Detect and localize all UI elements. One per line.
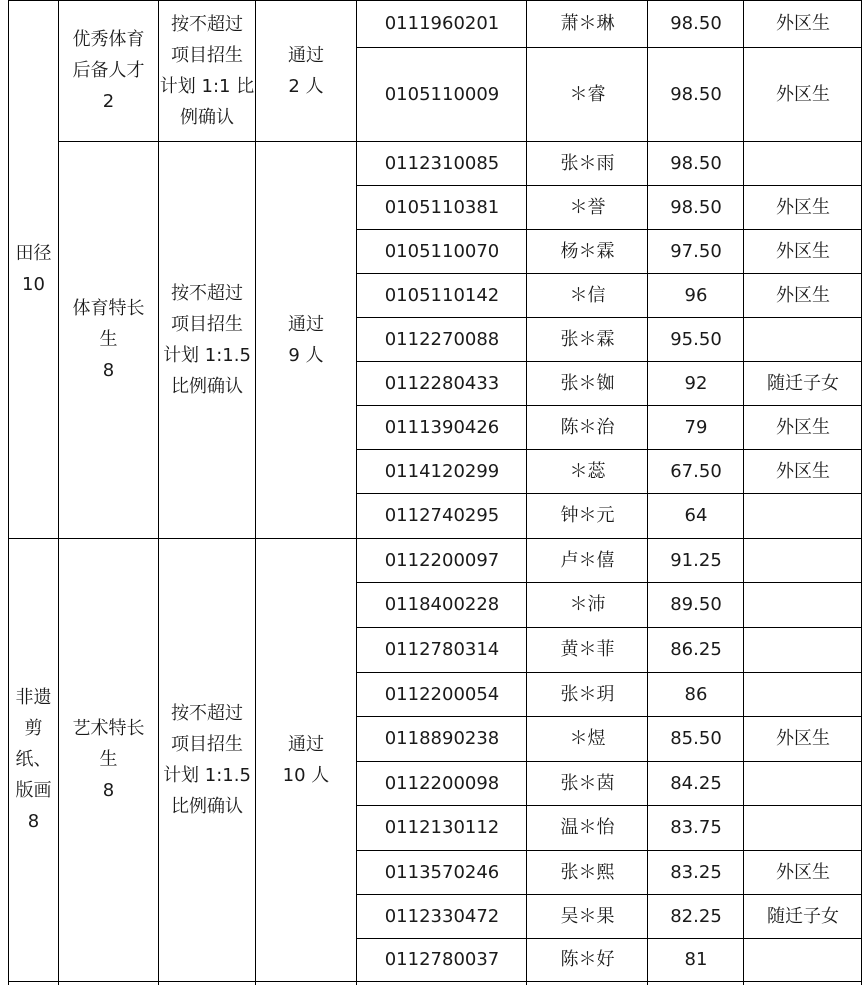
student-id-cell (357, 627, 527, 672)
student-id-cell (357, 229, 527, 273)
student-note-cell (744, 273, 862, 317)
student-id-cell (357, 449, 527, 493)
category-cell (59, 141, 158, 538)
student-score-cell (648, 185, 744, 229)
student-id: 0112740295 (384, 505, 500, 526)
student-name-cell (527, 141, 648, 185)
student-score-cell (648, 850, 744, 894)
student-name-cell (527, 761, 648, 805)
student-score-cell (648, 938, 744, 981)
student-note: 外区生 (776, 861, 830, 883)
student-id: 0112200098 (384, 772, 500, 794)
student-score-cell (648, 317, 744, 361)
student-name: ＊煜 (569, 728, 606, 749)
category-cell (59, 0, 158, 141)
student-name: 张＊雨 (560, 152, 615, 174)
student-note-cell (744, 805, 862, 850)
student-note-cell (744, 582, 862, 627)
student-score: 91.25 (670, 549, 722, 571)
student-note-cell (744, 361, 862, 405)
student-name-cell (527, 229, 648, 273)
student-id: 0114120299 (384, 460, 500, 482)
student-note: 外区生 (776, 284, 830, 306)
student-note-cell (744, 229, 862, 273)
student-score: 96 (684, 284, 708, 306)
student-note-cell (744, 405, 862, 449)
rule-cell (159, 141, 255, 538)
student-id-cell (357, 361, 527, 405)
student-score: 98.50 (670, 13, 722, 34)
student-id: 0105110381 (384, 196, 500, 218)
student-score: 79 (684, 416, 708, 438)
student-id-cell (357, 805, 527, 850)
student-name: ＊誉 (569, 196, 606, 218)
student-score-cell (648, 229, 744, 273)
sport-label: 非遗 剪 纸、 版画 8 (15, 687, 52, 832)
student-id: 0112280433 (384, 372, 500, 394)
rule-text: 按不超过 项目招生 计划 1:1 比 例确认 (159, 13, 255, 128)
rule-text: 按不超过 项目招生 计划 1:1.5 比例确认 (163, 282, 251, 397)
student-score-cell (648, 405, 744, 449)
student-score-cell (648, 449, 744, 493)
student-id: 0112310085 (384, 152, 500, 174)
student-name: ＊信 (569, 284, 606, 306)
student-id: 0112270088 (384, 328, 500, 350)
student-score-cell (648, 273, 744, 317)
student-id: 0105110070 (384, 240, 500, 262)
pass-count: 通过 2 人 (288, 44, 324, 97)
student-score-cell (648, 672, 744, 716)
student-score-cell (648, 47, 744, 141)
student-name-cell (527, 938, 648, 981)
student-score: 83.25 (670, 861, 722, 883)
category-cell (59, 538, 158, 981)
student-score: 92 (684, 372, 708, 394)
pass-count: 通过 10 人 (282, 733, 330, 786)
student-id: 0112200054 (384, 683, 500, 705)
student-score: 98.50 (670, 83, 722, 105)
student-name: 陈＊好 (560, 949, 615, 970)
student-id-cell (357, 317, 527, 361)
student-name: 杨＊霖 (560, 240, 615, 262)
student-note-cell (744, 538, 862, 582)
student-score-cell (648, 761, 744, 805)
pass-cell (256, 538, 356, 981)
student-id-cell (357, 141, 527, 185)
student-note-cell (744, 449, 862, 493)
student-score-cell (648, 361, 744, 405)
student-name: 张＊玥 (560, 683, 615, 705)
student-score-cell (648, 627, 744, 672)
student-score: 97.50 (670, 240, 722, 262)
student-note-cell (744, 47, 862, 141)
student-score-cell (648, 141, 744, 185)
student-name: 张＊熙 (560, 861, 615, 883)
student-id: 0112330472 (384, 905, 500, 927)
student-note: 外区生 (776, 460, 830, 482)
student-score-cell (648, 0, 744, 47)
student-note: 外区生 (776, 196, 830, 218)
student-id: 0105110142 (384, 284, 500, 306)
student-id-cell (357, 538, 527, 582)
student-name-cell (527, 449, 648, 493)
student-score: 81 (684, 949, 708, 970)
student-note: 外区生 (776, 83, 830, 105)
student-note: 外区生 (776, 416, 830, 438)
student-name-cell (527, 0, 648, 47)
student-name-cell (527, 493, 648, 538)
student-score: 67.50 (670, 460, 722, 482)
student-score: 84.25 (670, 772, 722, 794)
student-id: 0111390426 (384, 416, 500, 438)
student-name: ＊睿 (569, 83, 606, 105)
student-note-cell (744, 716, 862, 761)
student-id-cell (357, 894, 527, 938)
student-name-cell (527, 273, 648, 317)
student-name: 吴＊果 (560, 905, 615, 927)
student-id-cell (357, 185, 527, 229)
student-note-cell (744, 850, 862, 894)
student-id: 0112130112 (384, 817, 500, 838)
student-score: 86.25 (670, 639, 722, 660)
student-id-cell (357, 761, 527, 805)
student-score: 64 (684, 505, 708, 526)
student-note: 外区生 (776, 13, 830, 34)
student-name-cell (527, 627, 648, 672)
student-score-cell (648, 716, 744, 761)
pass-count: 通过 9 人 (288, 313, 324, 366)
student-name: 张＊铷 (560, 372, 615, 394)
student-note: 外区生 (776, 240, 830, 262)
student-score: 98.50 (670, 152, 722, 174)
student-name: 钟＊元 (560, 505, 615, 526)
student-note-cell (744, 185, 862, 229)
student-name-cell (527, 672, 648, 716)
student-score: 98.50 (670, 196, 722, 218)
student-name: 陈＊治 (560, 416, 615, 438)
student-id-cell (357, 582, 527, 627)
sport-label: 田径 10 (15, 243, 52, 295)
student-note-cell (744, 317, 862, 361)
student-name: 卢＊僖 (560, 549, 615, 571)
student-name-cell (527, 185, 648, 229)
student-id: 0118890238 (384, 728, 500, 749)
student-score: 89.50 (670, 594, 722, 615)
student-name-cell (527, 716, 648, 761)
student-name: 温＊怡 (560, 817, 615, 838)
student-name: 黄＊菲 (560, 639, 615, 660)
student-id: 0118400228 (384, 594, 500, 615)
student-name: 张＊霖 (560, 328, 615, 350)
student-id: 0111960201 (384, 13, 500, 34)
student-score-cell (648, 582, 744, 627)
student-note-cell (744, 761, 862, 805)
sport-cell (9, 538, 58, 981)
student-name-cell (527, 850, 648, 894)
student-id-cell (357, 47, 527, 141)
student-name: ＊沛 (569, 594, 606, 615)
student-id-cell (357, 672, 527, 716)
student-name-cell (527, 538, 648, 582)
student-id-cell (357, 716, 527, 761)
student-name: ＊蕊 (569, 460, 606, 482)
student-id: 0112780037 (384, 949, 500, 970)
student-note: 随迁子女 (767, 905, 839, 927)
student-note-cell (744, 141, 862, 185)
student-note-cell (744, 0, 862, 47)
student-id: 0112200097 (384, 549, 500, 571)
student-name-cell (527, 894, 648, 938)
student-score: 82.25 (670, 905, 722, 927)
student-score: 83.75 (670, 817, 722, 838)
category-label: 优秀体育 后备人才 2 (72, 29, 145, 112)
student-name-cell (527, 805, 648, 850)
pass-cell (256, 141, 356, 538)
category-label: 体育特长 生 8 (72, 298, 145, 381)
student-note-cell (744, 894, 862, 938)
student-id-cell (357, 493, 527, 538)
table-border (8, 981, 862, 982)
student-id-cell (357, 273, 527, 317)
student-score-cell (648, 538, 744, 582)
student-score-cell (648, 805, 744, 850)
student-id: 0113570246 (384, 861, 500, 883)
student-note-cell (744, 493, 862, 538)
student-name-cell (527, 317, 648, 361)
sport-cell (9, 0, 58, 538)
student-name-cell (527, 361, 648, 405)
rule-text: 按不超过 项目招生 计划 1:1.5 比例确认 (163, 702, 251, 817)
student-score: 86 (684, 683, 708, 705)
student-id-cell (357, 0, 527, 47)
student-score-cell (648, 493, 744, 538)
student-note: 随迁子女 (767, 372, 839, 394)
pass-cell (256, 0, 356, 141)
student-note-cell (744, 672, 862, 716)
student-score-cell (648, 894, 744, 938)
student-name: 张＊茵 (560, 772, 615, 794)
student-score: 95.50 (670, 328, 722, 350)
student-name: 萧＊琳 (560, 13, 615, 34)
rule-cell (159, 0, 255, 141)
rule-cell (159, 538, 255, 981)
student-score: 85.50 (670, 728, 722, 749)
student-note: 外区生 (776, 728, 830, 749)
student-id-cell (357, 405, 527, 449)
student-name-cell (527, 405, 648, 449)
student-id: 0105110009 (384, 83, 500, 105)
student-id: 0112780314 (384, 639, 500, 660)
student-name-cell (527, 582, 648, 627)
category-label: 艺术特长 生 8 (72, 718, 145, 801)
student-id-cell (357, 938, 527, 981)
student-note-cell (744, 938, 862, 981)
student-name-cell (527, 47, 648, 141)
student-note-cell (744, 627, 862, 672)
student-id-cell (357, 850, 527, 894)
